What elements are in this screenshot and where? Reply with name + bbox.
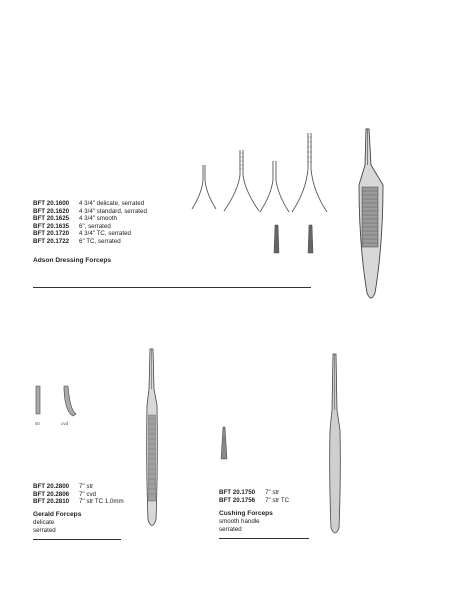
product-code: BFT 20.1750: [219, 489, 256, 496]
forceps-tips-illustration: [180, 125, 330, 265]
product-code: BFT 20.2800: [33, 483, 70, 490]
feature-item: smooth handle: [219, 518, 260, 525]
feature-item: serrated: [33, 526, 56, 534]
code-row: [33, 483, 124, 491]
code-row: [219, 497, 289, 505]
product-code: BFT 20.2806: [33, 490, 70, 498]
divider: [33, 287, 311, 288]
product-desc: 4 3/4" TC, serrated: [79, 230, 131, 238]
code-row: [33, 223, 147, 231]
product-desc: 4 3/4" smooth: [79, 215, 117, 223]
gerald-tips-illustration: [30, 380, 80, 440]
product-desc: 7" str: [79, 483, 94, 490]
tip-label: cvd: [61, 421, 69, 426]
section-title: Cushing Forceps: [219, 510, 273, 517]
code-row: [33, 498, 124, 506]
product-code: BFT 20.1720: [33, 230, 70, 238]
code-row: [33, 200, 147, 208]
product-desc: 7" str: [265, 489, 280, 496]
divider: [219, 538, 309, 539]
product-code: BFT 20.1600: [33, 200, 70, 207]
feature-list: [33, 519, 56, 534]
product-code: BFT 20.1756: [219, 496, 256, 504]
product-desc: 6" TC, serrated: [79, 237, 121, 245]
product-code: BFT 20.1625: [33, 215, 70, 223]
adson-code-list: [33, 200, 147, 246]
code-row: [33, 238, 147, 246]
code-row: [33, 208, 147, 216]
code-row: [219, 489, 289, 497]
product-desc: 4 3/4" standard, serrated: [79, 207, 147, 215]
code-row: [33, 230, 147, 238]
adson-forceps-image: [345, 125, 395, 305]
code-row: [33, 491, 124, 499]
feature-item: serrated: [219, 525, 242, 533]
code-row: [33, 215, 147, 223]
product-desc: 7" cvd: [79, 490, 96, 498]
product-desc: 6", serrated: [79, 222, 111, 230]
divider: [33, 539, 121, 540]
gerald-code-list: [33, 483, 124, 506]
cushing-tip-illustration: [218, 425, 230, 465]
product-desc: 7" str TC 1.0mm: [79, 498, 124, 506]
product-desc: 7" str TC: [265, 496, 290, 504]
gerald-forceps-image: [140, 345, 164, 535]
section-title: Gerald Forceps: [33, 511, 82, 518]
product-code: BFT 20.2810: [33, 498, 70, 506]
feature-item: delicate: [33, 519, 55, 526]
product-code: BFT 20.1722: [33, 237, 70, 245]
tip-label: str: [35, 421, 41, 426]
product-code: BFT 20.1635: [33, 222, 70, 230]
product-desc: 4 3/4" delicate, serrated: [79, 200, 145, 207]
section-title: Adson Dressing Forceps: [33, 257, 112, 264]
cushing-code-list: [219, 489, 289, 504]
product-code: BFT 20.1620: [33, 207, 70, 215]
cushing-forceps-image: [323, 350, 347, 540]
feature-list: [219, 518, 260, 533]
